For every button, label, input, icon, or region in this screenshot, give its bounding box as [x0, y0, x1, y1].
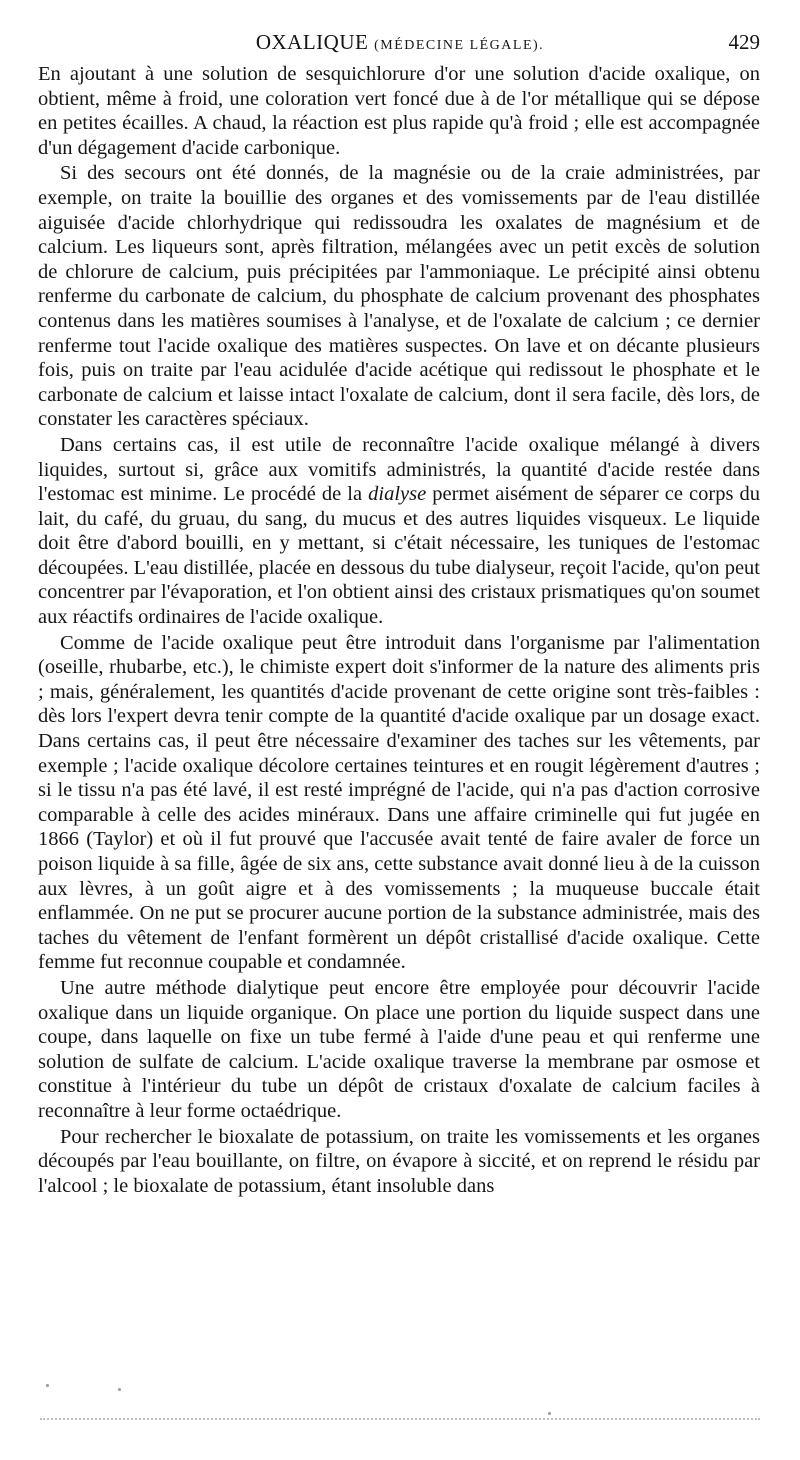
dialyse-emphasis: dialyse	[368, 483, 427, 506]
print-speck	[118, 1388, 121, 1391]
body-text	[38, 62, 760, 1198]
paragraph-magnesia: Si des secours ont été donnés, de la magnésie ou de la craie administrées, par exemple, on traite la bouillie des organes et des vomissements par de l'eau distillée aiguisée d'acide chlorhydrique qui redissoudra les oxalates de magnésium et de calcium. Les liqueurs sont, après filtration, mélangées avec un petit excès de solution de chlorure de calcium, puis précipitées par l'ammoniaque. Le précipité ainsi obtenu renferme du carbonate de calcium, du phosphate de calcium provenant des phosphates contenus dans les matières soumises à l'analyse, et de l'oxalate de calcium ; ce dernier renferme tout l'acide oxalique des matières suspectes. On lave et on décante plusieurs fois, puis on traite par l'eau acidulée d'acide acétique qui redissout le phosphate et le carbonate de calcium et laisse intact l'oxalate de calcium, dont il sera facile, dès lors, de constater les caractères spéciaux.	[38, 162, 760, 431]
page-number: 429	[728, 30, 760, 54]
print-speck	[548, 1412, 551, 1415]
paragraph-dialytic-method: Une autre méthode dialytique peut encore être employée pour découvrir l'acide oxalique dans un liquide organique. On place une portion du liquide suspect dans une coupe, dans laquelle on fixe un tube fermé à l'aide d'une peau et qui renferme une solution de sulfate de calcium. L'acide oxalique traverse la membrane par osmose et constitue à l'intérieur du tube un dépôt de cristaux d'oxalate de calcium faciles à reconnaître à leur forme octaédrique.	[38, 976, 760, 1122]
print-speck	[46, 1384, 49, 1387]
running-header	[40, 30, 760, 60]
paragraph-dialyse	[38, 433, 760, 630]
dialyse-text-after: permet aisément de séparer ce corps du lait, du café, du gruau, du sang, du mucus et des autres liquides visqueux. Le liquide doit être d'abord bouilli, en y mettant, si c'était nécessaire, les tuniques de l'estomac découpées. L'eau distillée, placée en dessous du tube dialyseur, reçoit l'acide, qu'on peut concentrer par l'évaporation, et l'on obtient ainsi des cristaux prismatiques qu'on soumet aux réactifs ordinaires de l'acide oxalique.	[38, 483, 760, 629]
paragraph-bioxalate: Pour rechercher le bioxalate de potassium, on traite les vomissements et les organes découpés par l'eau bouillante, on filtre, on évapore à siccité, et on reprend le résidu par l'alcool ; le bioxalate de potassium, étant insoluble dans	[38, 1125, 760, 1197]
header-title-main: OXALIQUE	[255, 30, 369, 54]
footer-dotted-rule	[40, 1418, 760, 1423]
paragraph-alimentation: Comme de l'acide oxalique peut être introduit dans l'organisme par l'alimentation (oseille, rhubarbe, etc.), le chimiste expert doit s'informer de la nature des aliments pris ; mais, généralement, les quantités d'acide provenant de cette origine sont très-faibles : dès lors l'expert devra tenir compte de la quantité d'acide oxalique par un dosage exact. Dans certains cas, il peut être nécessaire d'examiner des taches sur les vêtements, par exemple ; l'acide oxalique décolore certaines teintures et en rougit légèrement d'autres ; si le tissu n'a pas été lavé, il est resté imprégné de l'acide, qui n'a pas d'action corrosive comparable à celle des acides minéraux. Dans une affaire criminelle qui fut jugée en 1866 (Taylor) et où il fut prouvé que l'accusée avait tenté de faire avaler de force un poison liquide à sa fille, âgée de six ans, cette substance avait donné lieu à de la cuisson aux lèvres, à un goût aigre et à des vomissements ; la muqueuse buccale était enflammée. On ne put se procurer aucune portion de la substance administrée, mais des taches du vêtement de l'enfant formèrent un dépôt cristallisé d'acide oxalique. Cette femme fut reconnue coupable et condamnée.	[38, 631, 760, 974]
header-subtitle: (MÉDECINE LÉGALE).	[374, 38, 545, 53]
dialyse-text-before: Dans certains cas, il est utile de reconnaître l'acide oxalique mélangé à divers liquides, surtout si, grâce aux vomitifs administrés, la quantité d'acide restée dans l'estomac est minime. Le procédé de la	[38, 433, 760, 506]
header-title	[40, 30, 760, 55]
paragraph-gold-chloride: En ajoutant à une solution de sesquichlorure d'or une solution d'acide oxalique, on obtient, même à froid, une coloration vert foncé due à de l'or métallique qui se dépose en petites écailles. A chaud, la réaction est plus rapide qu'à froid ; elle est accompagnée d'un dégagement d'acide carbonique.	[38, 63, 760, 159]
